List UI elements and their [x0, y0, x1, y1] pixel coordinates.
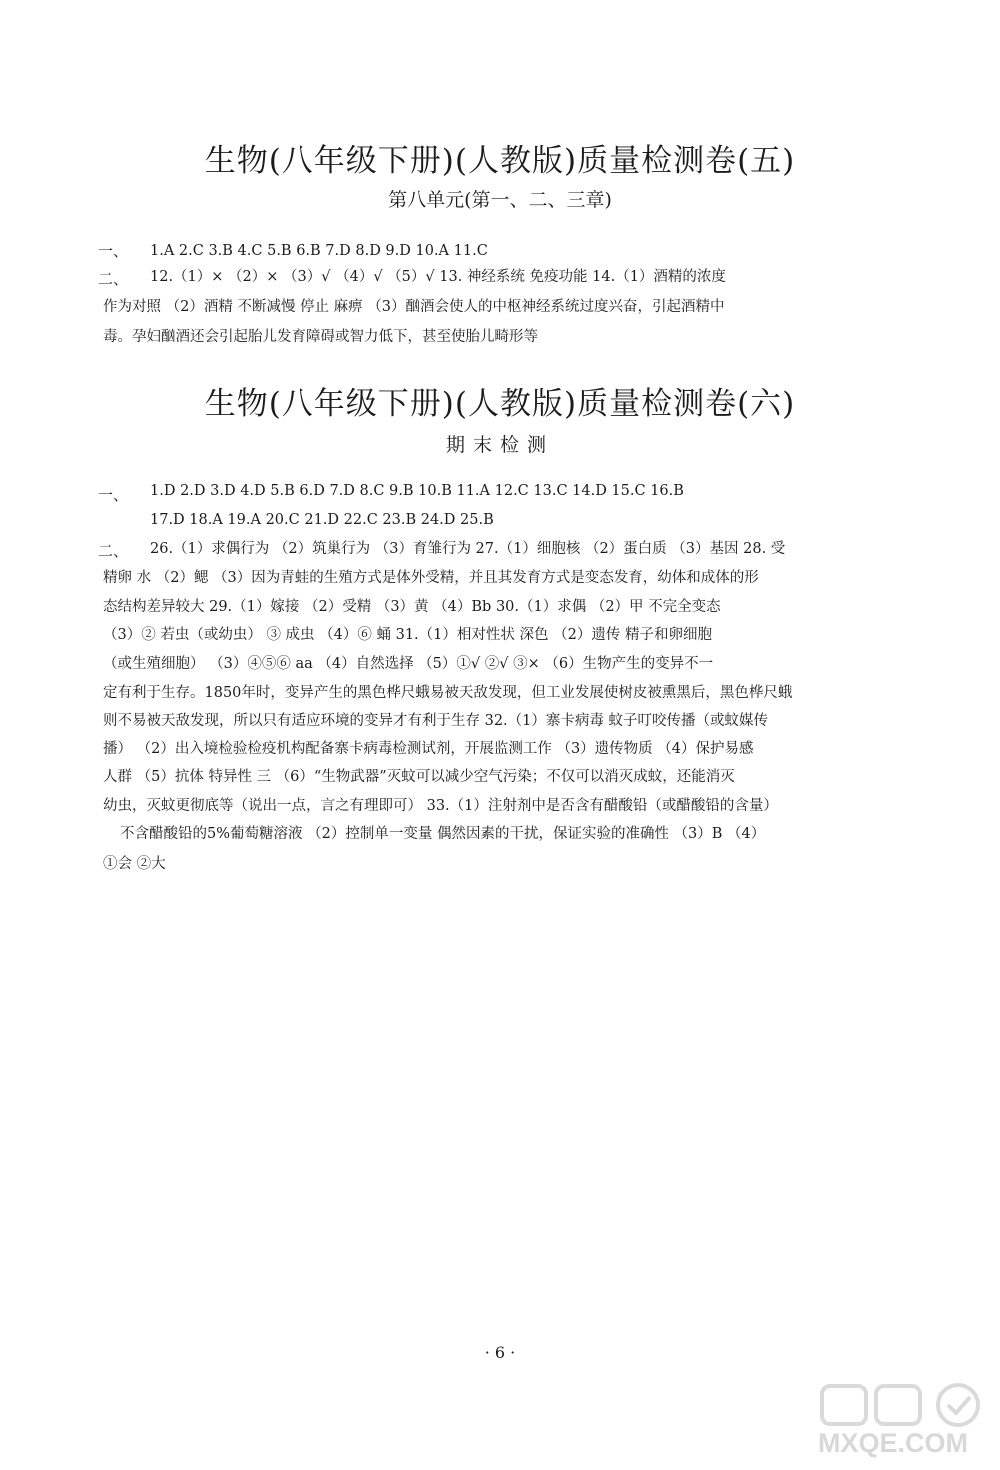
watermark-text: MXQE.COM — [818, 1428, 969, 1458]
section5-part2-line: 毒。孕妇酗酒还会引起胎儿发育障碍或智力低下，甚至使胎儿畸形等 — [103, 329, 538, 345]
section5-part2-marker: 二、 — [98, 270, 129, 288]
section5-subtitle: 第八单元(第一、二、三章) — [388, 189, 612, 211]
section6-part2-line: 26.（1）求偶行为 （2）筑巢行为 （3）育雏行为 27.（1）细胞核 （2）蛋白质 （3）基因 28. 受 — [150, 541, 786, 557]
section5-part2-line: 作为对照 （2）酒精 不断减慢 停止 麻痹 （3）酗酒会使人的中枢神经系统过度兴奋，引起酒精中 — [103, 299, 725, 315]
section6-part2-line: 态结构差异较大 29.（1）嫁接 （2）受精 （3）黄 （4）Bb 30.（1）求偶 （2）甲 不完全变态 — [103, 599, 721, 615]
section6-part2-line: （或生殖细胞） （3）④⑤⑥ aa （4）自然选择 （5）①√ ②√ ③× （6）生物产生的变异不一 — [103, 656, 714, 672]
section5-part1-marker: 一、 — [98, 242, 129, 260]
section5-part1-answers: 1.A 2.C 3.B 4.C 5.B 6.B 7.D 8.D 9.D 10.A 11.C — [150, 243, 488, 259]
section5-part2-line: 12.（1）× （2）× （3）√ （4）√ （5）√ 13. 神经系统 免疫功能 14.（1）酒精的浓度 — [150, 269, 726, 285]
section6-part2-line: 人群 （5）抗体 特异性 三 （6）“生物武器”灭蚊可以减少空气污染；不仅可以消灭成蚊，还能消灭 — [103, 769, 735, 785]
section6-part2-line: 精卵 水 （2）鳃 （3）因为青蛙的生殖方式是体外受精，并且其发育方式是变态发育，幼体和成体的形 — [103, 570, 759, 586]
section6-part2-marker: 二、 — [98, 542, 129, 560]
section5-title: 生物(八年级下册)(人教版)质量检测卷(五) — [204, 143, 796, 179]
watermark-emblem-icon — [818, 1380, 990, 1430]
page-number: · 6 · — [484, 1343, 516, 1362]
section6-title: 生物(八年级下册)(人教版)质量检测卷(六) — [204, 386, 796, 422]
section6-part2-line: 不含醋酸铅的5%葡萄糖溶液 （2）控制单一变量 偶然因素的干扰，保证实验的准确性 （3）B （4） — [120, 826, 766, 842]
section6-part2-line: ①会 ②大 — [103, 856, 166, 872]
section6-part2-line: 幼虫，灭蚊更彻底等（说出一点，言之有理即可） 33.（1）注射剂中是否含有醋酸铅（或醋酸铅的含量） — [103, 798, 778, 814]
section6-part2-line: 则不易被天敌发现，所以只有适应环境的变异才有利于生存 32.（1）寨卡病毒 蚊子叮咬传播（或蚊媒传 — [103, 713, 768, 729]
section6-part2-line: （3）② 若虫（或幼虫） ③ 成虫 （4）⑥ 蛹 31.（1）相对性状 深色 （2）遗传 精子和卵细胞 — [103, 627, 712, 643]
section6-part2-line: 定有利于生存。1850年时，变异产生的黑色桦尺蛾易被天敌发现，但工业发展使树皮被熏黑后，黑色桦尺蛾 — [103, 685, 793, 701]
section6-subtitle: 期末检测 — [445, 434, 554, 456]
watermark-logo — [818, 1380, 990, 1460]
section6-part2-line: 播） （2）出入境检验检疫机构配备寨卡病毒检测试剂，开展监测工作 （3）遗传物质 （4）保护易感 — [103, 741, 754, 757]
section6-part1-line: 1.D 2.D 3.D 4.D 5.B 6.D 7.D 8.C 9.B 10.B 11.A 12.C 13.C 14.D 15.C 16.B — [150, 483, 684, 499]
section6-part1-line: 17.D 18.A 19.A 20.C 21.D 22.C 23.B 24.D 25.B — [150, 512, 494, 528]
section6-part1-marker: 一、 — [98, 486, 129, 504]
